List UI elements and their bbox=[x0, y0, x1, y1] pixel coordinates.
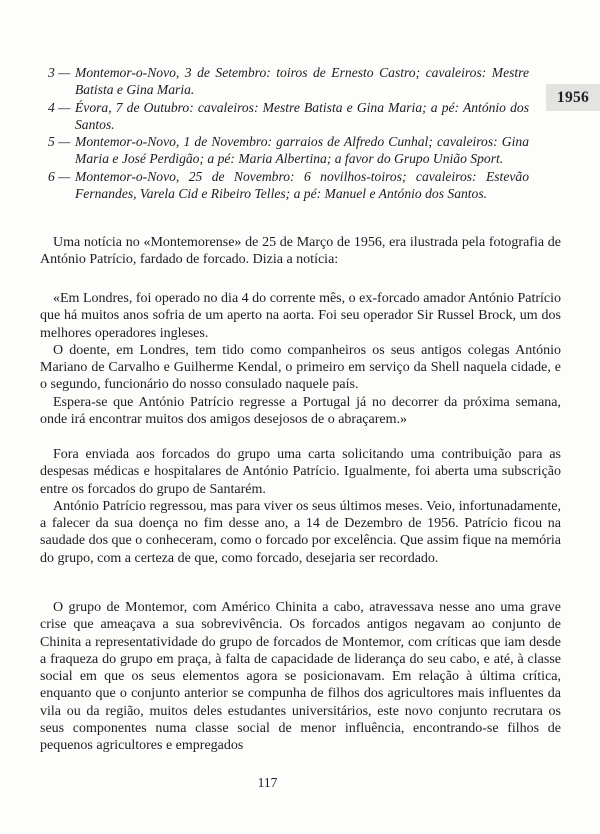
paragraph: O doente, em Londres, tem tido como companheiros os seus antigos colegas António Mariano de Carvalho e Guilherme Kendal, o primeiro em serviço da Shell naquela cidade, e o segundo, funcionário do nosso consulado naquele país. bbox=[40, 342, 561, 393]
paragraph: «Em Londres, foi operado no dia 4 do corrente mês, o ex-forcado amador António Patrício que há muitos anos sofria de um aperto na aorta. Foi seu operador Sir Russel Brock, um dos melhores operadores ingleses. bbox=[40, 291, 561, 341]
event-list bbox=[48, 64, 529, 202]
list-item bbox=[48, 99, 529, 134]
year-tab: 1956 bbox=[546, 84, 600, 111]
list-item bbox=[48, 168, 529, 203]
list-item-text: Montemor-o-Novo, 3 de Setembro: toiros de Ernesto Castro; cavaleiros: Mestre Batista e Gina Maria. bbox=[75, 65, 529, 98]
list-item-number: 5 — bbox=[48, 134, 71, 150]
list-item-number: 4 — bbox=[48, 99, 71, 115]
paragraph: Espera-se que António Patrício regresse a Portugal já no decorrer da próxima semana, onde irá encontrar muitos dos amigos desejosos de o abraçarem.» bbox=[40, 394, 561, 428]
paragraph: Fora enviada aos forcados do grupo uma carta solicitando uma contribuição para as despesas médicas e hospitalares de António Patrício. Igualmente, foi aberta uma subscrição entre os forcados do grupo de Santarém. bbox=[40, 447, 561, 497]
list-item bbox=[48, 133, 529, 168]
paragraph: António Patrício regressou, mas para viver os seus últimos meses. Veio, infortunadamente, a falecer da sua doença no fim desse ano, a 14 de Dezembro de 1956. Patrício ficou na saudade dos que o conheceram, como o forcado por excelência. Que assim fique na memória do grupo, com a certeza de que, como forcado, desejaria ser recordado. bbox=[40, 498, 561, 566]
list-item bbox=[48, 64, 529, 99]
quote-block bbox=[40, 290, 561, 428]
intro-block bbox=[40, 234, 561, 269]
paragraph: Uma notícia no «Montemorense» de 25 de Março de 1956, era ilustrada pela fotografia de António Patrício, fardado de forcado. Dizia a notícia: bbox=[40, 235, 561, 268]
list-item-number: 6 — bbox=[48, 168, 71, 184]
middle-block bbox=[40, 446, 561, 567]
paragraph: O grupo de Montemor, com Américo Chinita a cabo, atravessava nesse ano uma grave crise que ameaçava a sua sobrevivência. Os forcados antigos negavam ao conjunto de Chinita a representatividade do grupo de forcados de Montemor, com críticas que iam desde a fraqueza do grupo em praça, à falta de capacidade de liderança do seu cabo, e até, à classe social em que os seus elementos agora se posicionavam. Em relação à última crítica, enquanto que o conjunto anterior se compunha de filhos dos agricultores mais influentes da vila ou da região, muitos deles estudantes universitários, este novo conjunto recrutara os seus componentes numa classe social de menor influência, encontrando-se filhos de pequenos agricultores e empregados bbox=[40, 600, 561, 754]
page-number: 117 bbox=[257, 775, 278, 790]
list-item-text: Montemor-o-Novo, 25 de Novembro: 6 novilhos-toiros; cavaleiros: Estevão Fernandes, Varela Cid e Ribeiro Telles; a pé: Manuel e António dos Santos. bbox=[75, 168, 529, 202]
final-block bbox=[40, 599, 561, 755]
list-item-text: Évora, 7 de Outubro: cavaleiros: Mestre Batista e Gina Maria; a pé: António dos Santos. bbox=[75, 99, 529, 132]
list-item-text: Montemor-o-Novo, 1 de Novembro: garraios de Alfredo Cunhal; cavaleiros: Gina Maria e José Perdigão; a pé: Maria Albertina; a favor do Grupo União Sport. bbox=[75, 134, 529, 167]
list-item-number: 3 — bbox=[48, 65, 71, 80]
